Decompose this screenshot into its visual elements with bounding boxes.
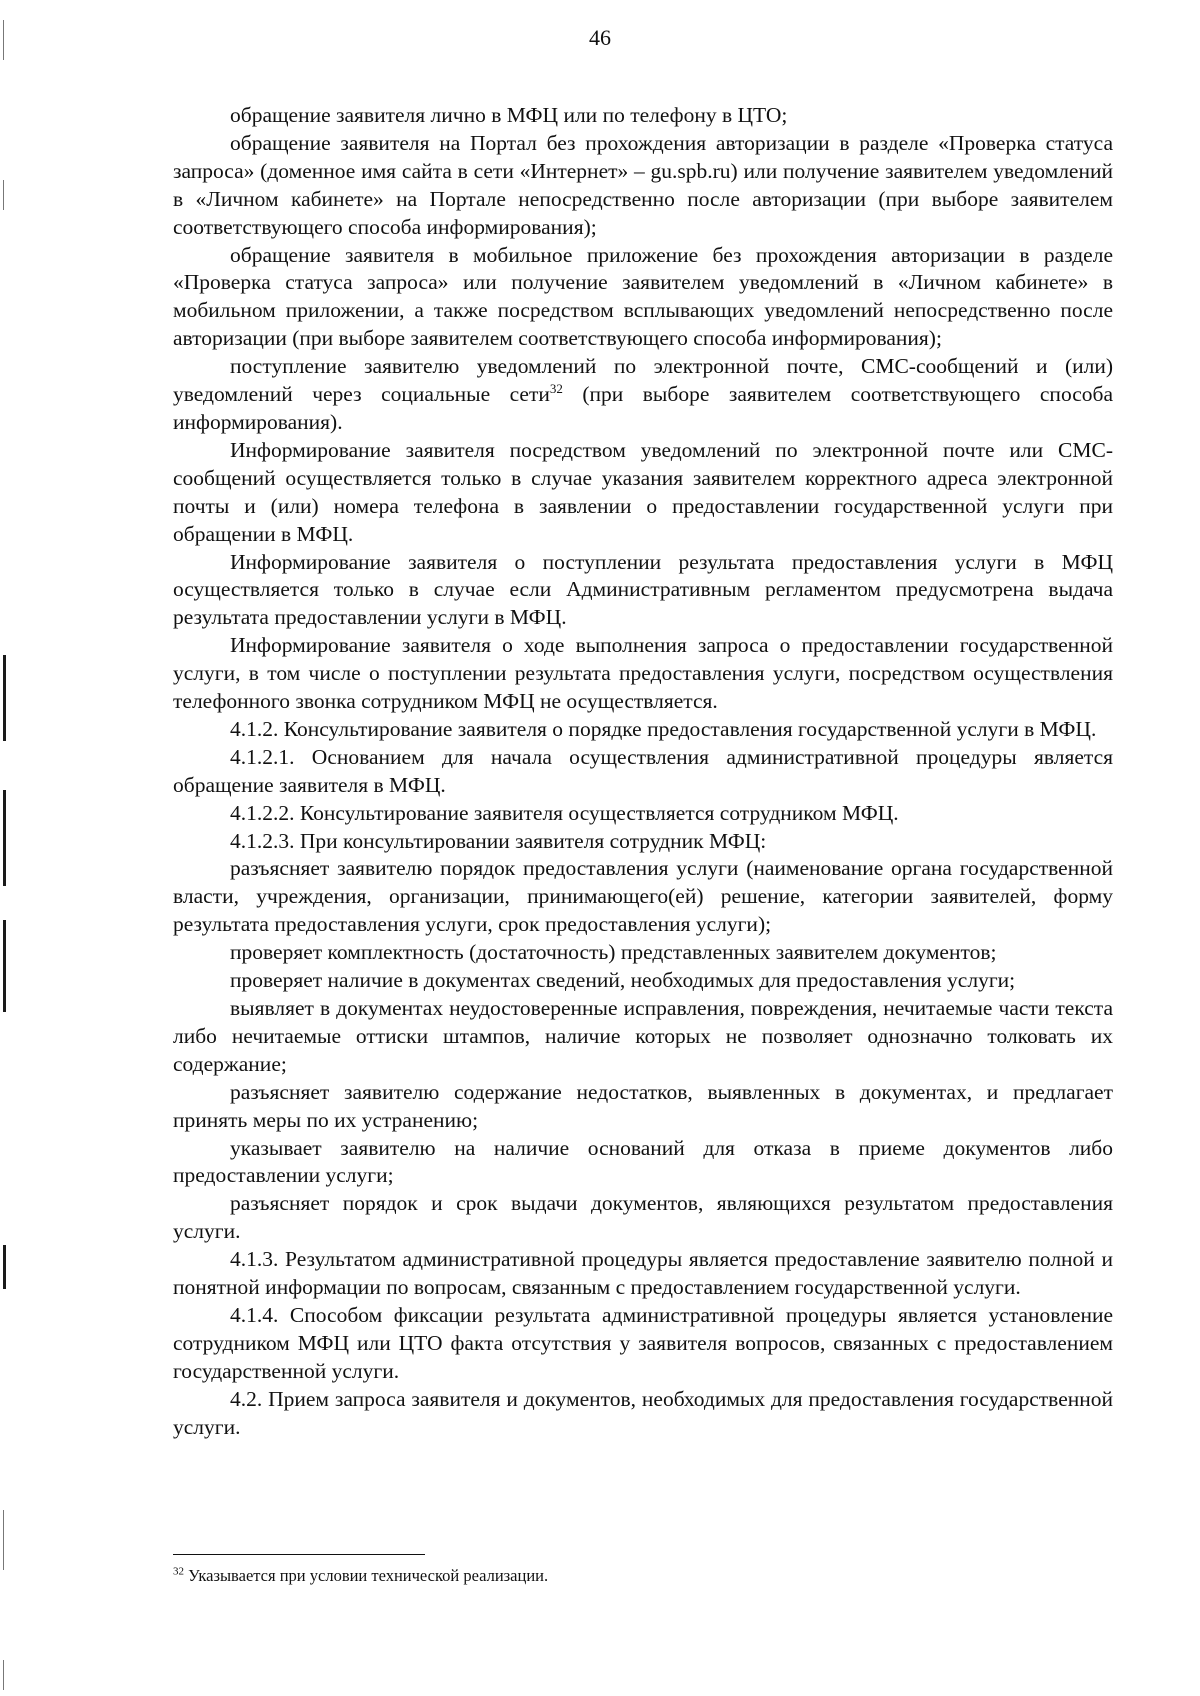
paragraph: Информирование заявителя посредством уведомлений по электронной почте или СМС-сообщений осуществляется только в случае указания заявителем корректного адреса электронной почты и (или) номера телефона в заявлении о предоставлении государственной услуги при обращении в МФЦ. — [173, 437, 1113, 546]
footnote — [173, 1565, 1073, 1587]
paragraph: Информирование заявителя о поступлении результата предоставления услуги в МФЦ осуществляется только в случае если Административным регламентом предусмотрена выдача результата предоставлении услуги в МФЦ. — [173, 549, 1113, 630]
list-item: проверяет комплектность (достаточность) представленных заявителем документов; — [230, 940, 997, 965]
paragraph-with-footnote-ref — [173, 353, 1113, 437]
document-body — [173, 102, 1113, 1442]
list-item: разъясняет заявителю порядок предоставления услуги (наименование органа государственной власти, учреждения, организации, принимающего(ей) решение, категории заявителей, форму результата предоставления услуги, срок предоставления услуги); — [173, 856, 1113, 937]
scan-artifact — [3, 790, 6, 886]
paragraph-text: (при выборе заявителем соответствующего способа информирования). — [173, 382, 1113, 434]
list-item: указывает заявителю на наличие оснований для отказа в приеме документов либо предоставлении услуги; — [173, 1135, 1113, 1188]
paragraph: 4.1.3. Результатом административной процедуры является предоставление заявителю полной и понятной информации по вопросам, связанным с предоставлением государственной услуги. — [173, 1247, 1113, 1300]
list-item: разъясняет заявителю содержание недостатков, выявленных в документах, и предлагает принять меры по их устранению; — [173, 1079, 1113, 1132]
footnote-text: Указывается при условии технической реализации. — [184, 1566, 549, 1585]
paragraph: 4.1.2.2. Консультирование заявителя осуществляется сотрудником МФЦ. — [230, 800, 899, 825]
footnote-reference[interactable]: 32 — [549, 380, 563, 396]
paragraph: 4.1.4. Способом фиксации результата административной процедуры является установление сотрудником МФЦ или ЦТО факта отсутствия у заявителя вопросов, связанных с предоставлением государственной услуги. — [173, 1302, 1113, 1383]
scan-artifact — [3, 920, 6, 1012]
scan-artifact — [3, 1660, 4, 1690]
paragraph-text: поступление заявителю уведомлений по электронной почте, СМС-сообщений и (или) уведомлений через социальные сети — [173, 354, 1113, 407]
scan-artifact — [3, 1510, 4, 1570]
list-item: проверяет наличие в документах сведений, необходимых для предоставления услуги; — [230, 968, 1016, 993]
paragraph: обращение заявителя на Портал без прохождения авторизации в разделе «Проверка статуса запроса» (доменное имя сайта в сети «Интернет» – gu.spb.ru) или получение заявителем уведомлений в «Личном кабинете» на Портале непосредственно после авторизации (при выборе заявителем соответствующего способа информирования); — [173, 130, 1113, 239]
paragraph: обращение заявителя лично в МФЦ или по телефону в ЦТО; — [230, 103, 788, 127]
paragraph: Информирование заявителя о ходе выполнения запроса о предоставлении государственной услуги, в том числе о поступлении результата предоставления услуги, посредством осуществления телефонного звонка сотрудником МФЦ не осуществляется. — [173, 633, 1113, 714]
paragraph: 4.1.2.3. При консультировании заявителя сотрудник МФЦ: — [230, 828, 767, 853]
paragraph: обращение заявителя в мобильное приложение без прохождения авторизации в разделе «Проверка статуса запроса» или получение заявителем уведомлений в «Личном кабинете» в мобильном приложении, а также посредством всплывающих уведомлений непосредственно после авторизации (при выборе заявителем соответствующего способа информирования); — [173, 242, 1113, 351]
page-number: 46 — [589, 25, 611, 50]
footnote-number: 32 — [173, 1565, 184, 1578]
list-item: выявляет в документах неудостоверенные исправления, повреждения, нечитаемые части текста либо нечитаемые оттиски штампов, наличие которых не позволяет однозначно толковать их содержание; — [173, 996, 1113, 1076]
scan-artifact — [3, 1245, 6, 1289]
section-heading: 4.1.2. Консультирование заявителя о порядке предоставления государственной услуги в МФЦ. — [230, 716, 1097, 741]
scan-artifact — [3, 655, 6, 741]
footnote-separator — [173, 1554, 425, 1555]
paragraph: 4.1.2.1. Основанием для начала осуществления административной процедуры является обращение заявителя в МФЦ. — [173, 744, 1113, 797]
scan-artifact — [3, 180, 4, 210]
list-item: разъясняет порядок и срок выдачи документов, являющихся результатом предоставления услуги. — [173, 1191, 1113, 1244]
section-heading: 4.2. Прием запроса заявителя и документов, необходимых для предоставления государственной услуги. — [173, 1386, 1113, 1439]
scan-artifact — [3, 20, 4, 60]
